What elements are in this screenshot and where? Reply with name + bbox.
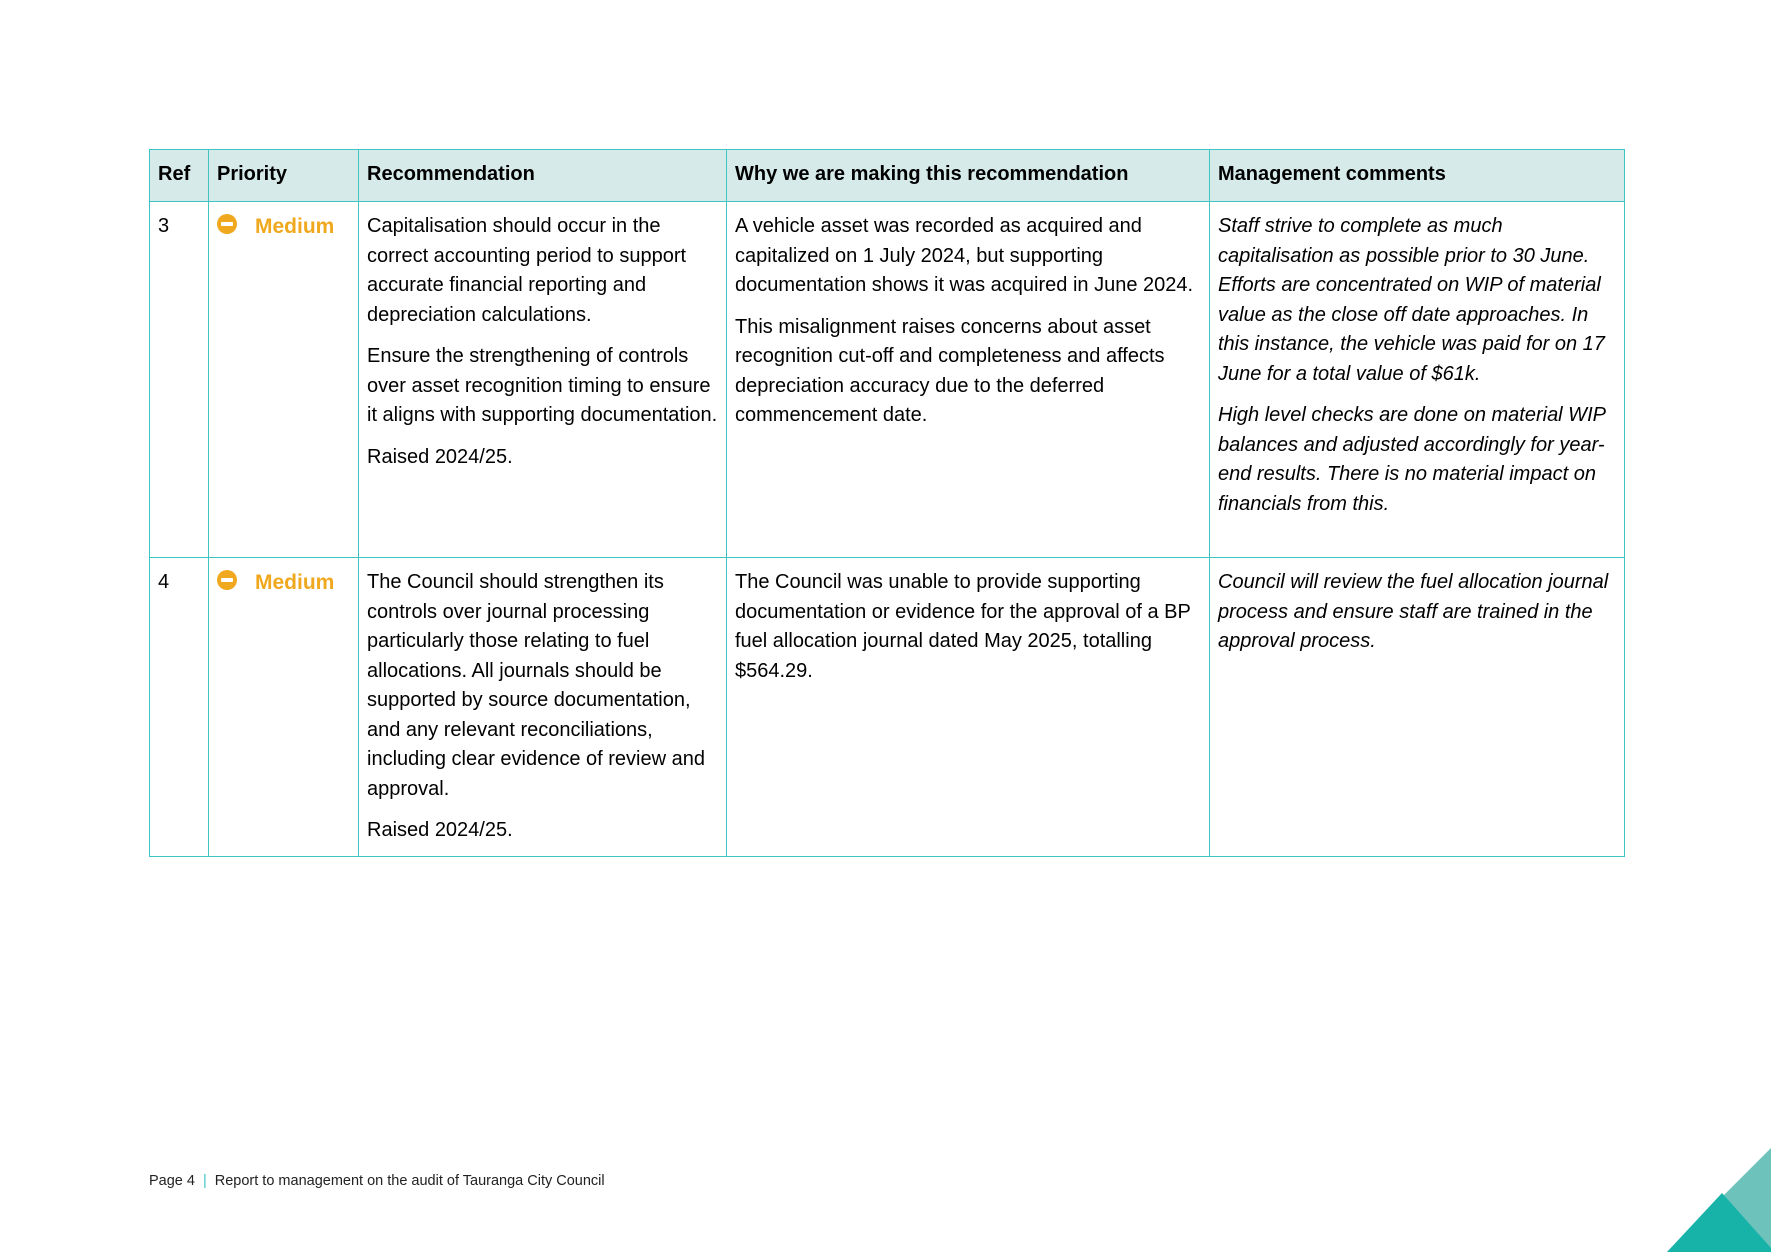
why-paragraph: This misalignment raises concerns about asset recognition cut-off and completeness and affects depreciation accuracy due to the deferred commencement date. [735, 315, 1165, 426]
minus-circle-icon [217, 570, 237, 590]
footer-separator: | [202, 1173, 207, 1189]
why-paragraph: The Council was unable to provide supporting documentation or evidence for the approval of a BP fuel allocation journal dated May 2025, totalling $564.29. [735, 571, 1191, 682]
table-header-row [150, 150, 1625, 202]
header-management-comments: Management comments [1210, 150, 1625, 202]
header-priority: Priority [209, 150, 359, 202]
why-paragraph: A vehicle asset was recorded as acquired and capitalized on 1 July 2024, but supporting documentation shows it was acquired in June 2024. [735, 215, 1194, 296]
management-comments-cell [1210, 558, 1625, 857]
corner-triangle-logo [1667, 1148, 1771, 1252]
priority-label: Medium [255, 571, 335, 594]
raised-note: Raised 2024/25. [367, 445, 513, 468]
why-cell [727, 202, 1210, 558]
ref-cell: 3 [150, 202, 209, 558]
recommendation-paragraph: Capitalisation should occur in the correct accounting period to support accurate financial reporting and depreciation calculations. [367, 215, 687, 326]
recommendation-paragraph: The Council should strengthen its controls over journal processing particularly those relating to fuel allocations. All journals should be supported by source documentation, and any relevant reconciliations, including clear evidence of review and approval. [367, 571, 705, 800]
page-number: Page 4 [149, 1173, 195, 1189]
table-row [150, 558, 1625, 857]
recommendation-cell [359, 202, 727, 558]
management-paragraph: High level checks are done on material WIP balances and adjusted accordingly for year-end results. There is no material impact on financials from this. [1218, 404, 1606, 515]
priority-indicator [217, 568, 350, 598]
priority-indicator [217, 212, 350, 242]
recommendation-paragraph: Ensure the strengthening of controls over asset recognition timing to ensure it aligns with supporting documentation. [367, 345, 718, 426]
recommendation-cell [359, 558, 727, 857]
management-comments-cell [1210, 202, 1625, 558]
priority-cell [209, 202, 359, 558]
table-row [150, 202, 1625, 558]
report-title: Report to management on the audit of Tauranga City Council [214, 1173, 605, 1189]
priority-label: Medium [255, 215, 335, 238]
header-why: Why we are making this recommendation [727, 150, 1210, 202]
priority-cell [209, 558, 359, 857]
ref-cell: 4 [150, 558, 209, 857]
minus-circle-icon [217, 214, 237, 234]
raised-note: Raised 2024/25. [367, 819, 513, 841]
why-cell [727, 558, 1210, 857]
page-footer [149, 1173, 605, 1189]
management-paragraph: Council will review the fuel allocation journal process and ensure staff are trained in the approval process. [1218, 571, 1609, 652]
header-recommendation: Recommendation [359, 150, 727, 202]
management-paragraph: Staff strive to complete as much capitalisation as possible prior to 30 June. Efforts are concentrated on WIP of material value as the close off date approaches. In this instance, the vehicle was paid for on 17 June for a total value of $61k. [1218, 215, 1605, 385]
recommendations-table [149, 149, 1625, 857]
header-ref: Ref [150, 150, 209, 202]
